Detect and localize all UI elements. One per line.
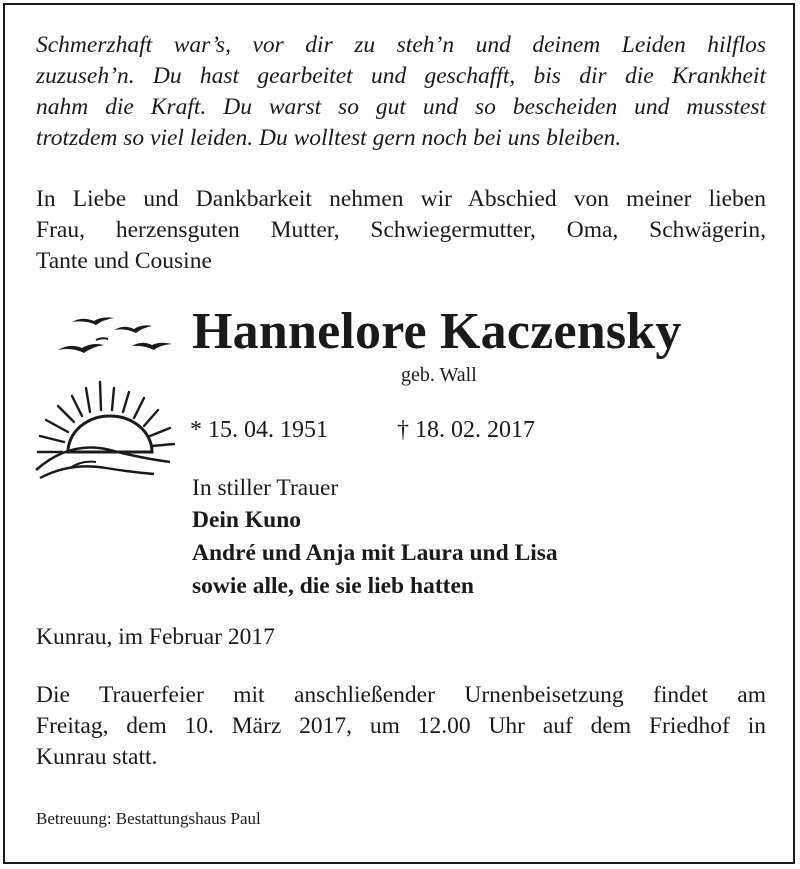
intro-line: Frau, herzensguten Mutter, Schwiegermutter, Oma, Schwägerin, xyxy=(36,217,766,243)
funeral-line: Kunrau statt. xyxy=(36,744,158,770)
place-date: Kunrau, im Februar 2017 xyxy=(36,624,275,650)
birds-icon xyxy=(54,312,174,362)
mourner: Dein Kuno xyxy=(192,507,302,533)
poem-line: zuzuseh’n. Du hast gearbeitet und geschafft, bis dir die Krankheit xyxy=(36,63,766,89)
intro-text xyxy=(36,184,766,277)
mourners-list xyxy=(192,504,558,603)
funeral-info xyxy=(36,680,766,773)
poem-line: nahm die Kraft. Du warst so gut und so bescheiden und musstest xyxy=(36,94,766,120)
mourner: sowie alle, die sie lieb hatten xyxy=(192,573,474,599)
mourning-heading: In stiller Trauer xyxy=(192,475,339,501)
funeral-line: Freitag, dem 10. März 2017, um 12.00 Uhr auf dem Friedhof in xyxy=(36,713,766,739)
funeral-home-credit: Betreuung: Bestattungshaus Paul xyxy=(36,809,261,828)
intro-line: Tante und Cousine xyxy=(36,248,212,274)
maiden-name: geb. Wall xyxy=(401,364,477,386)
birth-date: * 15. 04. 1951 xyxy=(190,417,328,443)
poem-line: Schmerzhaft war’s, vor dir zu steh’n und deinem Leiden hilflos xyxy=(36,32,766,58)
sunset-icon xyxy=(30,378,180,480)
intro-line: In Liebe und Dankbarkeit nehmen wir Abschied von meiner lieben xyxy=(36,186,766,212)
deceased-name: Hannelore Kaczensky xyxy=(192,303,682,360)
mourner: André und Anja mit Laura und Lisa xyxy=(192,540,558,566)
death-date: † 18. 02. 2017 xyxy=(397,417,535,443)
poem xyxy=(36,30,766,154)
poem-line: trotzdem so viel leiden. Du wolltest gern noch bei uns bleiben. xyxy=(36,125,622,151)
funeral-line: Die Trauerfeier mit anschließender Urnenbeisetzung findet am xyxy=(36,682,766,708)
